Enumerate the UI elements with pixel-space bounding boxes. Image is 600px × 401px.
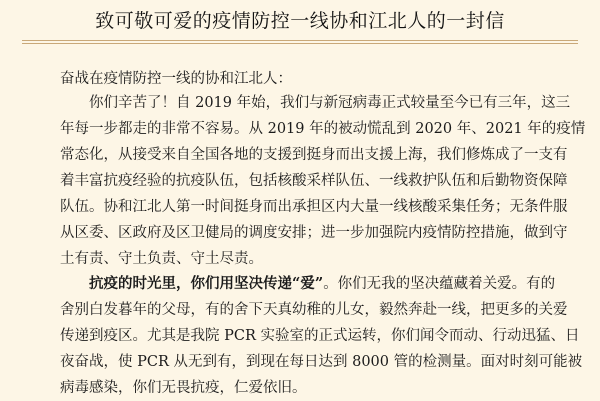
paragraph-line: 年每一步都走的非常不容易。从 2019 年的被动慌乱到 2020 年、2021 年的疫情 xyxy=(60,121,586,137)
title-divider-bottom xyxy=(22,43,578,44)
paragraph-line: 队伍。协和江北人第一时间挺身而出承担区内大量一线核酸采集任务；无条件服 xyxy=(60,199,568,215)
letter-salutation: 奋战在疫情防控一线的协和江北人： xyxy=(60,71,292,87)
paragraph-line: 着丰富抗疫经验的抗疫队伍，包括核酸采样队伍、一线救护队伍和后勤物资保障 xyxy=(60,173,568,189)
paragraph-line: 常态化，从接受来自全国各地的支援到挺身而出支援上海，我们修炼成了一支有 xyxy=(60,147,568,163)
paragraph-line: 夜奋战，使 PCR 从无到有，到现在每日达到 8000 管的检测量。面对时刻可能被 xyxy=(60,354,583,370)
letter-paragraph-1 xyxy=(60,90,586,272)
paragraph-line: 土有责、守土负责、守土尽责。 xyxy=(60,251,263,267)
paragraph-lead-rest: 。你们无我的坚决蕴藏着关爱。有的 xyxy=(323,276,556,292)
letter-title: 致可敬可爱的疫情防控一线协和江北人的一封信 xyxy=(95,10,505,32)
paragraph-line: 病毒感染，你们无畏抗疫，仁爱依旧。 xyxy=(60,380,307,396)
paragraph-line: 传递到疫区。尤其是我院 PCR 实验室的正式运转，你们闻令而动、行动迅猛、日 xyxy=(60,328,580,344)
letter-paragraph-2 xyxy=(60,271,583,401)
paragraph-line: 从区委、区政府及区卫健局的调度安排；进一步加强院内疫情防控措施，做到守 xyxy=(60,225,568,241)
paragraph-lead-bold: 抗疫的时光里，你们用坚决传递“爱” xyxy=(89,275,324,292)
paragraph-line xyxy=(60,271,560,297)
paragraph-line: 舍别白发暮年的父母，有的舍下天真幼稚的儿女，毅然奔赴一线，把更多的关爱 xyxy=(60,302,568,318)
paragraph-line: 你们辛苦了！自 2019 年始，我们与新冠病毒正式较量至今已有三年，这三 xyxy=(89,95,571,111)
title-divider-top xyxy=(22,40,578,41)
